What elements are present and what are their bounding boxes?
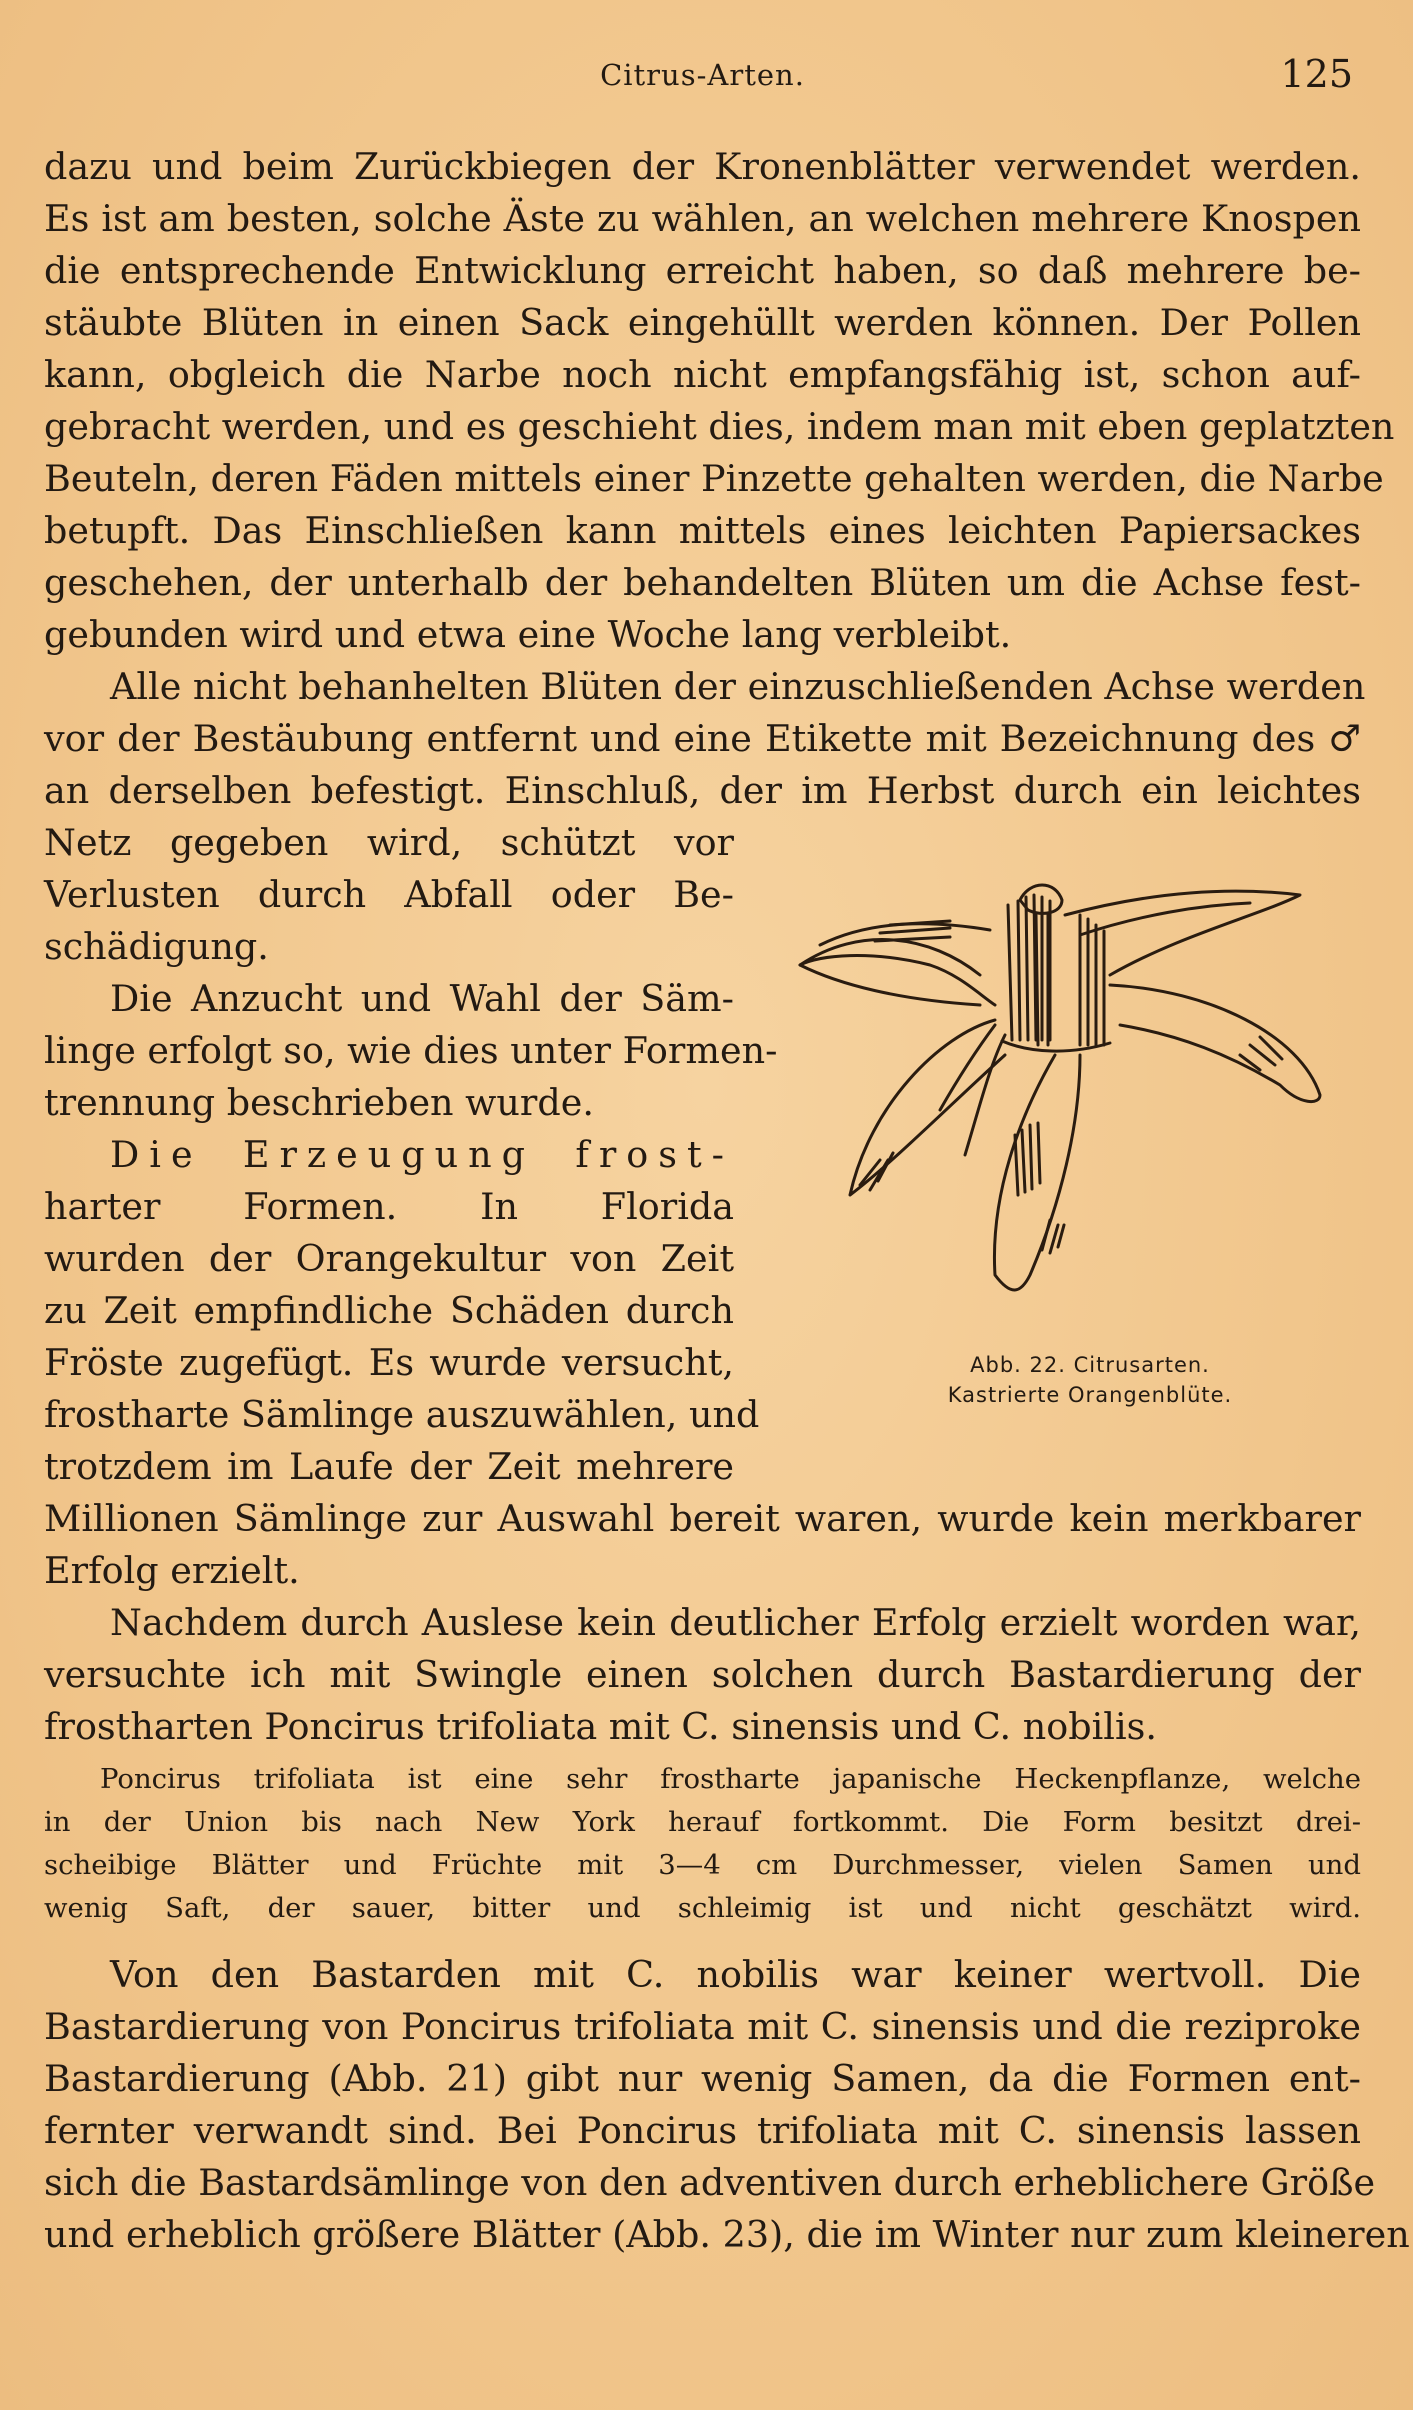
footnote-line: in der Union bis nach New York herauf fortkommt. Die Form besitzt drei- <box>44 1806 1361 1838</box>
text-line: geschehen, der unterhalb der behandelten Blüten um die Achse fest- <box>44 561 1361 604</box>
text-line: fernter verwandt sind. Bei Poncirus trifoliata mit C. sinensis lassen <box>44 2109 1361 2152</box>
text-line: trotzdem im Laufe der Zeit mehrere <box>44 1445 734 1488</box>
footnote-line: wenig Saft, der sauer, bitter und schleimig ist und nicht geschätzt wird. <box>44 1892 1361 1924</box>
petal-right <box>1110 985 1320 1102</box>
text-line: Es ist am besten, solche Äste zu wählen, an welchen mehrere Knospen <box>44 197 1361 240</box>
text-line: Die Anzucht und Wahl der Säm- <box>110 977 734 1020</box>
petal-upper-right <box>1065 891 1300 975</box>
running-title: Citrus-Arten. <box>600 58 805 92</box>
text-line: trennung beschrieben wurde. <box>44 1081 594 1124</box>
receptacle <box>1002 1041 1110 1051</box>
text-line: schädigung. <box>44 925 269 968</box>
text-line: gebracht werden, und es geschieht dies, indem man mit eben geplatzten <box>44 405 1395 448</box>
page-number: 125 <box>1280 52 1353 96</box>
footnote-line: Poncirus trifoliata ist eine sehr frostharte japanische Heckenpflanze, welche <box>100 1763 1361 1795</box>
text-line: Bastardierung von Poncirus trifoliata mit C. sinensis und die reziproke <box>44 2005 1361 2048</box>
text-line: Nachdem durch Auslese kein deutlicher Erfolg erzielt worden war, <box>110 1601 1361 1644</box>
text-line: Millionen Sämlinge zur Auswahl bereit waren, wurde kein merkbarer <box>44 1497 1361 1540</box>
figure-caption-subtitle: Kastrierte Orangenblüte. <box>947 1383 1233 1407</box>
text-line: Von den Bastarden mit C. nobilis war keiner wertvoll. Die <box>110 1953 1361 1996</box>
footnote-line: scheibige Blätter und Früchte mit 3—4 cm Durchmesser, vielen Samen und <box>44 1849 1361 1881</box>
spaced-heading: Die Erzeugung frost- <box>110 1133 734 1176</box>
page-header <box>44 52 1361 108</box>
text-line: zu Zeit empfindliche Schäden durch <box>44 1289 734 1332</box>
text-line: versuchte ich mit Swingle einen solchen durch Bastardierung der <box>44 1653 1361 1696</box>
text-line: frostharte Sämlinge auszuwählen, und <box>44 1393 760 1436</box>
text-line: gebunden wird und etwa eine Woche lang verbleibt. <box>44 613 1012 656</box>
text-line: stäubte Blüten in einen Sack eingehüllt werden können. Der Pollen <box>44 301 1361 344</box>
text-line: wurden der Orangekultur von Zeit <box>44 1237 734 1280</box>
filament-left <box>940 1025 995 1110</box>
figure-caption-title: Abb. 22. Citrusarten. <box>970 1353 1210 1377</box>
text-line: Alle nicht behanhelten Blüten der einzuschließenden Achse werden <box>110 665 1366 708</box>
text-line: vor der Bestäubung entfernt und eine Etikette mit Bezeichnung des ♂ <box>44 717 1361 760</box>
filament-left2 <box>965 1035 1005 1155</box>
stamen-bundle-left <box>1008 895 1050 1040</box>
text-line: Erfolg erzielt. <box>44 1549 300 1592</box>
text-line: harter Formen. In Florida <box>44 1185 734 1228</box>
text-line: Beuteln, deren Fäden mittels einer Pinzette gehalten werden, die Narbe <box>44 457 1384 500</box>
text-line: Bastardierung (Abb. 21) gibt nur wenig Samen, da die Formen ent- <box>44 2057 1361 2100</box>
text-line: kann, obgleich die Narbe noch nicht empfangsfähig ist, schon auf- <box>44 353 1361 396</box>
text-line: an derselben befestigt. Einschluß, der im Herbst durch ein leichtes <box>44 769 1361 812</box>
text-line: die entsprechende Entwicklung erreicht haben, so daß mehrere be- <box>44 249 1361 292</box>
petal-upper-right-inner <box>1080 903 1250 935</box>
petal-lower-right-hatch <box>1042 1220 1064 1253</box>
text-line: Netz gegeben wird, schützt vor <box>44 821 734 864</box>
text-line: betupft. Das Einschließen kann mittels eines leichten Papiersackes <box>44 509 1361 552</box>
text-line: Verlusten durch Abfall oder Be- <box>44 873 734 916</box>
text-line: frostharten Poncirus trifoliata mit C. sinensis und C. nobilis. <box>44 1705 1157 1748</box>
text-line: und erheblich größere Blätter (Abb. 23), die im Winter nur zum kleineren <box>44 2213 1410 2256</box>
text-line: Fröste zugefügt. Es wurde versucht, <box>44 1341 734 1384</box>
text-line: dazu und beim Zurückbiegen der Kronenblätter verwendet werden. <box>44 145 1361 188</box>
text-line: linge erfolgt so, wie dies unter Formen- <box>44 1029 778 1072</box>
petal-left-edge <box>800 965 980 1005</box>
petal-lower-center <box>994 1055 1080 1290</box>
text-line: sich die Bastardsämlinge von den adventiven durch erheblichere Größe <box>44 2161 1376 2204</box>
orange-blossom-illustration <box>780 855 1380 1315</box>
